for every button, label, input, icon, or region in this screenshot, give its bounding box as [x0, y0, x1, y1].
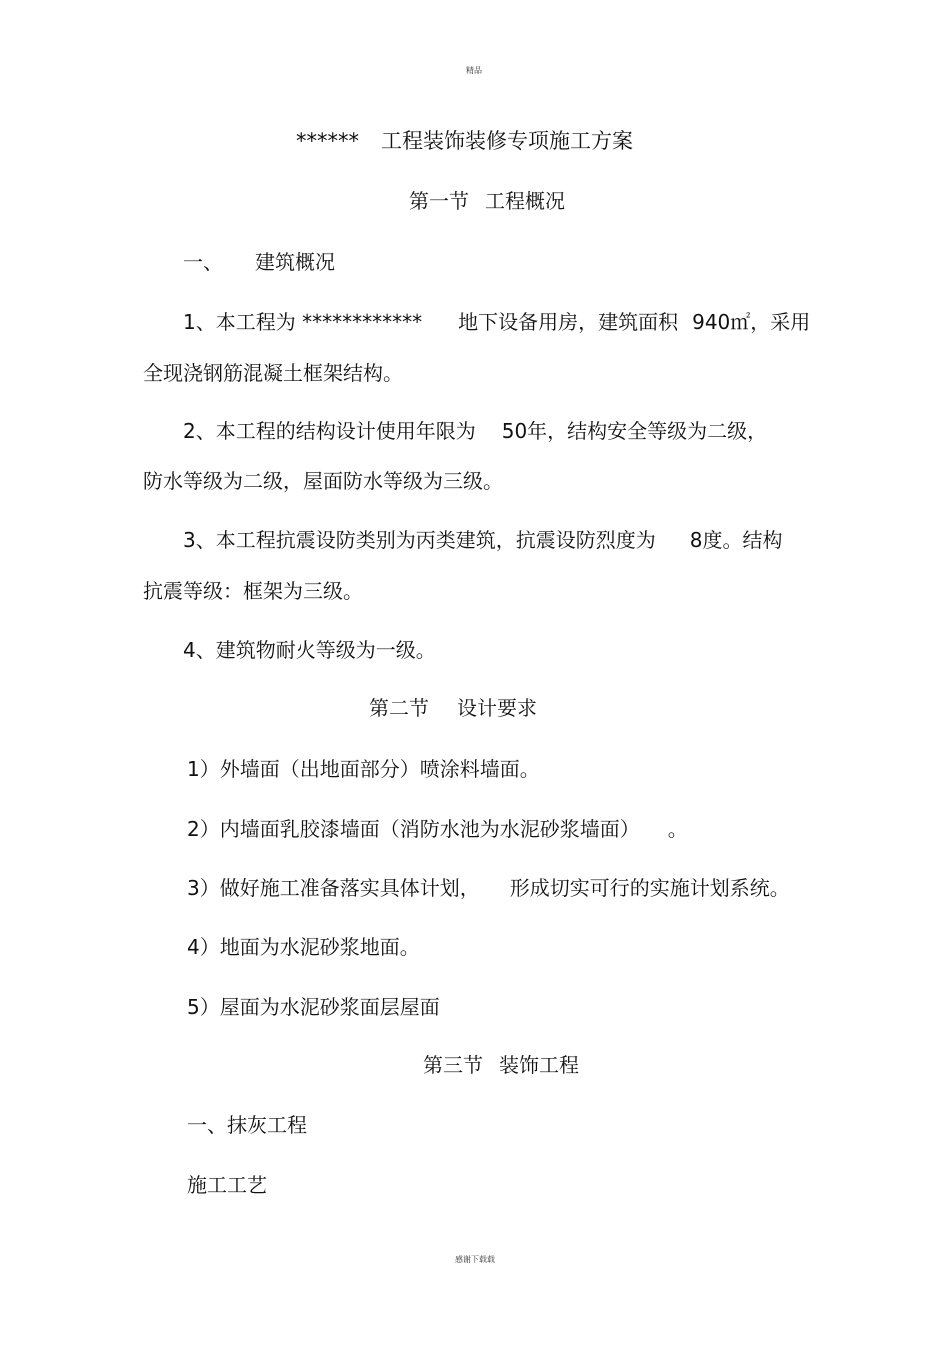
text-run: 2、本工程的结构设计使用年限为	[183, 419, 476, 443]
requirement-item-4: 4）地面为水泥砂浆地面。	[187, 935, 420, 959]
paragraph-item-3-line-2: 抗震等级：框架为三级。	[143, 579, 363, 603]
paragraph-item-1-line-2: 全现浇钢筋混凝土框架结构。	[143, 361, 403, 385]
subheading-building-overview	[183, 249, 335, 275]
text-run: 1、本工程为 ************	[183, 310, 423, 334]
paragraph-item-1-line-1	[183, 309, 810, 335]
page-header: 精品	[466, 66, 482, 75]
requirement-item-1: 1）外墙面（出地面部分）喷涂料墙面。	[187, 757, 540, 781]
text-run: 3）做好施工准备落实具体计划，	[187, 876, 480, 900]
text-run: 2）内墙面乳胶漆墙面（消防水池为水泥砂浆墙面）	[187, 817, 640, 841]
section-number: 第二节	[369, 696, 429, 720]
subheading-plastering: 一、抹灰工程	[187, 1113, 307, 1137]
paragraph-item-2-line-1	[183, 418, 767, 444]
requirement-item-3	[187, 875, 790, 901]
page-footer: 感谢下载载	[455, 1255, 495, 1264]
label-construction-process: 施工工艺	[187, 1173, 267, 1197]
text-run: 50年，结构安全等级为二级，	[501, 419, 768, 443]
text-run: 940㎡，采用	[692, 310, 811, 334]
title-prefix: ******	[296, 129, 359, 153]
document-title	[296, 128, 633, 154]
text-run: 地下设备用房，建筑面积	[458, 310, 679, 334]
section-number: 第三节	[423, 1053, 483, 1077]
paragraph-item-4: 4、建筑物耐火等级为一级。	[183, 638, 436, 662]
section-title: 设计要求	[457, 696, 537, 720]
paragraph-item-3-line-1	[183, 527, 782, 553]
requirement-item-2	[187, 816, 688, 842]
subheading-number: 一、	[183, 250, 223, 274]
section-title: 工程概况	[485, 189, 565, 213]
requirement-item-5: 5）屋面为水泥砂浆面层屋面	[187, 995, 440, 1019]
text-run: 形成切实可行的实施计划系统。	[509, 876, 790, 900]
section-number: 第一节	[409, 189, 469, 213]
section-1-heading	[409, 188, 565, 214]
section-3-heading	[423, 1052, 579, 1078]
paragraph-item-2-line-2: 防水等级为二级，屋面防水等级为三级。	[143, 469, 503, 493]
text-run: 3、本工程抗震设防类别为丙类建筑，抗震设防烈度为	[183, 528, 656, 552]
title-text: 工程装饰装修专项施工方案	[381, 129, 633, 153]
section-2-heading	[369, 695, 537, 721]
section-title: 装饰工程	[499, 1053, 579, 1077]
subheading-title: 建筑概况	[255, 250, 335, 274]
text-run: 。	[667, 817, 688, 841]
text-run: 8度。结构	[689, 528, 783, 552]
